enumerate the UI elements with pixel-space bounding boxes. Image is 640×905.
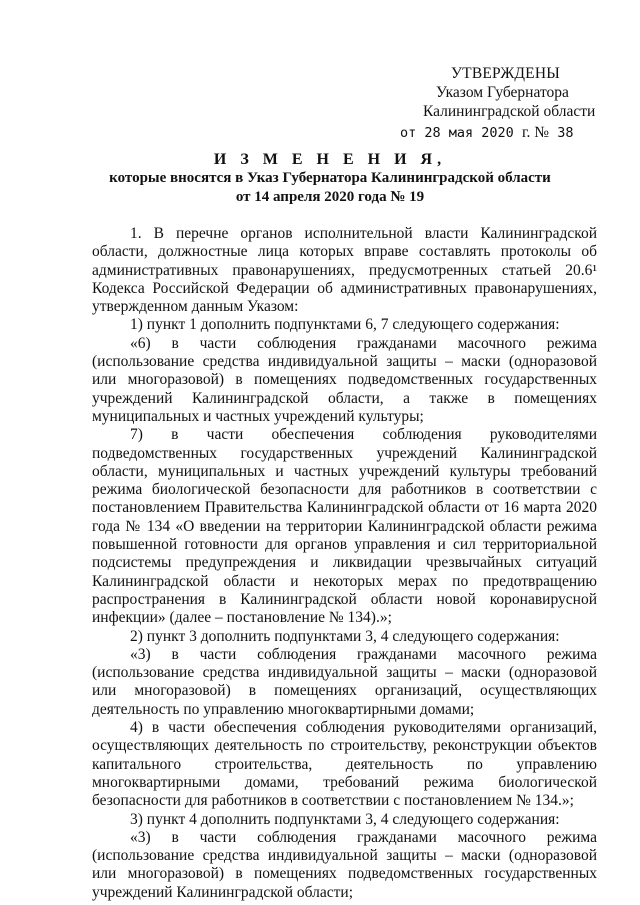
approval-number: 38: [557, 125, 574, 141]
approval-date-prefix: от: [400, 125, 417, 141]
paragraph: 4) в части обеспечения соблюдения руководителями организаций, осуществляющих деятельность по строительству, реконструкции объектов капитального строительства, деятельность по управлению многоквартирными домами, требований режима биологической безопасности для работников в соответствии с постановлением № 134.»;: [92, 719, 597, 810]
paragraph: «3) в части соблюдения гражданами масочного режима (использование средства индивидуальной защиты – маски (одноразовой или многоразовой) в помещениях подведомственных государственных учреждений Калининградской области;: [92, 828, 597, 901]
approval-date: 28 мая 2020: [424, 125, 514, 141]
document-body: [92, 225, 597, 902]
paragraph: 7) в части обеспечения соблюдения руководителями подведомственных государственных учреждений Калининградской области, муниципальных и частных учреждений культуры требований режима биологической безопасности для работников в соответствии с постановлением Правительства Калининградской области от 16 марта 2020 года № 134 «О введении на территории Калининградской области режима повышенной готовности для органов управления и сил территориальной подсистемы предупреждения и ликвидации чрезвычайных ситуаций Калининградской области и некоторых мерах по предотвращению распространения в Калининградской области новой коронавирусной инфекции» (далее – постановление № 134).»;: [92, 426, 597, 627]
paragraph: 2) пункт 3 дополнить подпунктами 3, 4 следующего содержания:: [130, 627, 560, 645]
document-title: [60, 150, 600, 207]
paragraph: 1) пункт 1 дополнить подпунктами 6, 7 следующего содержания:: [130, 316, 560, 334]
title-date: от 14 апреля 2020 года № 19: [235, 189, 425, 205]
title-subject: которые вносятся в Указ Губернатора Калининградской области: [109, 170, 551, 186]
title-heading: И З М Е Н Е Н И Я,: [213, 151, 447, 168]
approval-region: Калининградской области: [423, 103, 596, 120]
paragraph: «3) в части соблюдения гражданами масочного режима (использование средства индивидуальной защиты – маски (одноразовой или многоразовой) в помещениях организаций, осуществляющих деятельность по управлению многоквартирными домами;: [92, 645, 597, 718]
approval-date-line: [395, 123, 595, 143]
paragraph: 3) пункт 4 дополнить подпунктами 3, 4 следующего содержания:: [130, 810, 560, 828]
approval-stamp: [395, 64, 595, 143]
approval-issuer: Указом Губернатора: [436, 84, 569, 101]
paragraph: 1. В перечне органов исполнительной власти Калининградской области, должностные лица которых вправе составлять протоколы об административных правонарушениях, предусмотренных статьей 20.6¹ Кодекса Российской Федерации об административных правонарушениях, утвержденном данным Указом:: [92, 225, 597, 316]
approval-heading: УТВЕРЖДЕНЫ: [451, 65, 560, 82]
paragraph: «6) в части соблюдения гражданами масочного режима (использование средства индивидуальной защиты – маски (одноразовой или многоразовой) в помещениях подведомственных государственных учреждений Калининградской области, а также в помещениях муниципальных и частных учреждений культуры;: [92, 334, 597, 425]
approval-number-label: г. №: [521, 124, 550, 141]
